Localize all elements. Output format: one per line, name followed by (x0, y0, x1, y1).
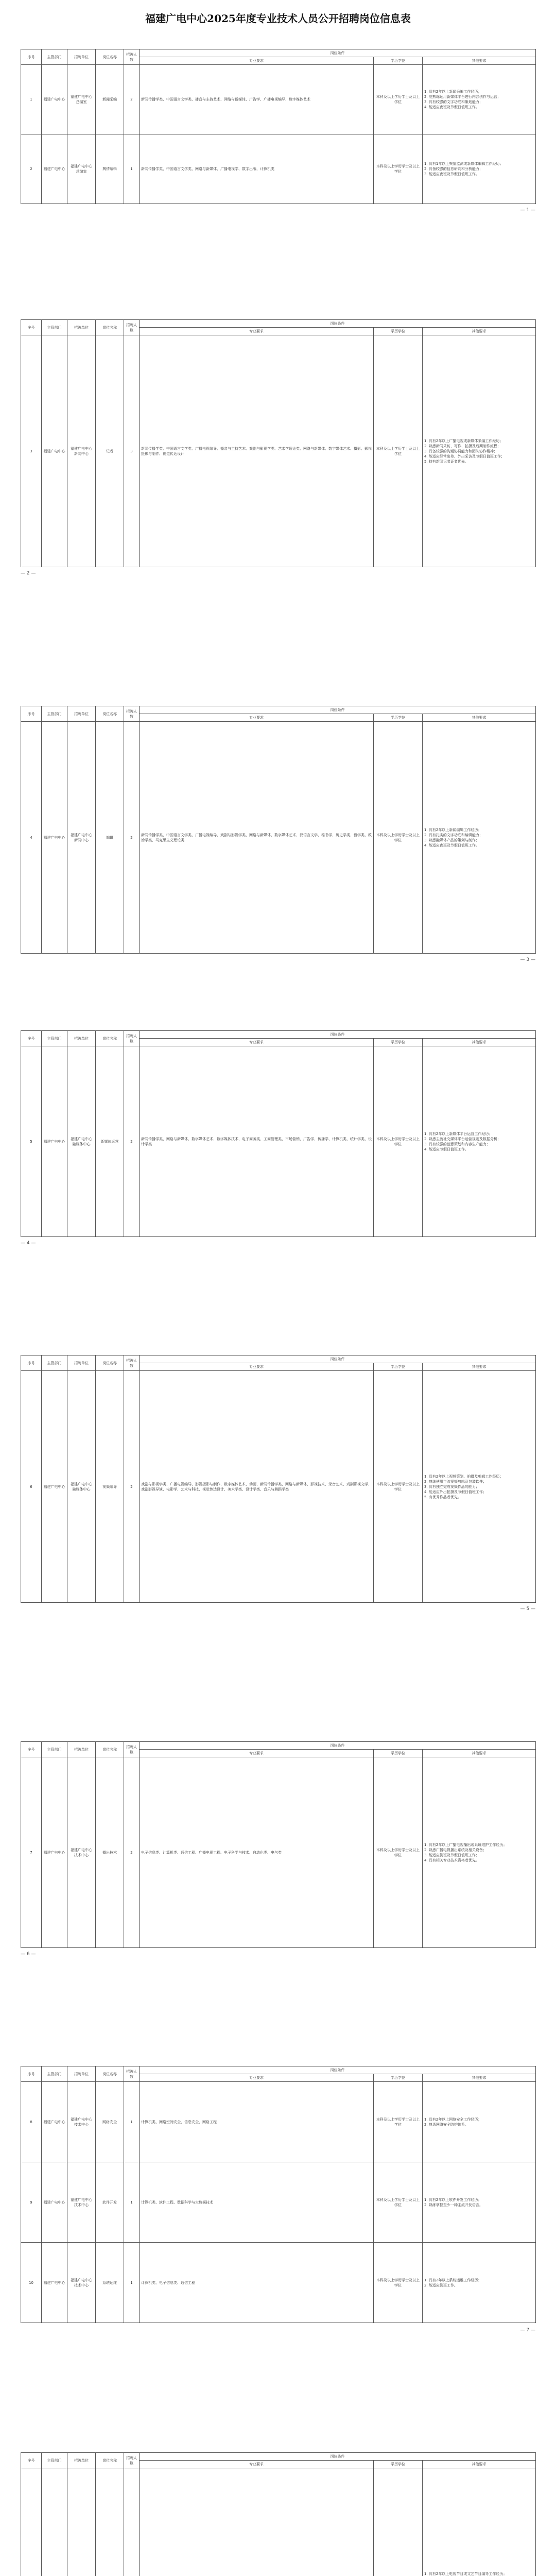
table-row (21, 1757, 536, 1948)
column-header-requirements: 岗位条件 (140, 1742, 536, 1750)
column-header-col-post: 岗位名称 (96, 2453, 124, 2468)
cell-post: 新闻采编 (96, 65, 124, 134)
column-header-col-dept: 主管部门 (42, 49, 67, 65)
header-row (21, 1742, 536, 1750)
column-header-col-unit: 招聘单位 (67, 2453, 96, 2468)
column-header-other: 其他要求 (423, 1750, 536, 1757)
column-header-col-post: 岗位名称 (96, 706, 124, 722)
column-header-requirements: 岗位条件 (140, 320, 536, 328)
table-row (21, 335, 536, 567)
cell-unit: 福建广电中心融媒体中心 (67, 1046, 96, 1237)
cell-no: 4 (21, 722, 42, 954)
document-page (21, 2452, 535, 2576)
cell-major: 计算机类、电子信息类、通信工程 (140, 2243, 374, 2323)
column-header-col-unit: 招聘单位 (67, 1742, 96, 1757)
cell-dept: 福建广电中心 (42, 65, 67, 134)
cell-post: 软件开发 (96, 2162, 124, 2243)
column-header-education: 学历学位 (374, 57, 423, 65)
column-header-col-unit: 招聘单位 (67, 1355, 96, 1371)
cell-education: 本科及以上学历学士及以上学位 (374, 335, 423, 567)
positions-table (21, 1355, 536, 1603)
positions-table (21, 2452, 536, 2576)
cell-unit (67, 2468, 96, 2576)
column-header-col-post: 岗位名称 (96, 320, 124, 335)
cell-major: 新闻传播学类、中国语言文学类、播音与主持艺术、网络与新媒体、广告学、广播电视编导、数字媒体艺术 (140, 65, 374, 134)
page-number: — 3 — (520, 957, 535, 962)
column-header-col-headcount: 招聘人数 (124, 1742, 140, 1757)
cell-dept: 福建广电中心 (42, 1371, 67, 1603)
cell-post: 视频编导 (96, 1371, 124, 1603)
cell-other-requirements: 1. 具有2年以上电视节目或文艺节目编导工作经历； (423, 2468, 536, 2576)
cell-headcount: 2 (124, 1757, 140, 1948)
cell-other-requirements: 1. 具有2年以上软件开发工作经历； 2. 熟练掌握至少一种主流开发语言。 (423, 2162, 536, 2243)
column-header-other: 其他要求 (423, 328, 536, 335)
column-header-other: 其他要求 (423, 714, 536, 722)
column-header-col-no: 序号 (21, 1355, 42, 1371)
column-header-col-post: 岗位名称 (96, 1355, 124, 1371)
column-header-col-dept: 主管部门 (42, 2066, 67, 2082)
cell-other-requirements: 1. 具有2年以上广播电视或新媒体采编工作经历； 2. 熟悉新闻采访、写作、拍摄及后期制作流程； 3. 具备较强的沟通协调能力和团队协作精神； 4. 能适应经常出差、外出采访及节假日值班工作； 5. 持有新闻记者证者优先。 (423, 335, 536, 567)
cell-headcount: 3 (124, 335, 140, 567)
cell-education: 本科及以上学历学士及以上学位 (374, 722, 423, 954)
cell-dept: 福建广电中心 (42, 134, 67, 204)
cell-dept: 福建广电中心 (42, 1046, 67, 1237)
cell-other-requirements: 1. 具有2年以上新闻采编工作经历； 2. 能熟练运用新媒体平台进行内容创作与运营； 3. 具有较强的文字功底和策划能力； 4. 能适应夜班及节假日值班工作。 (423, 65, 536, 134)
cell-other-requirements: 1. 具有2年以上广播电视播出或系统维护工作经历； 2. 熟悉广播电视播出系统及相关设备； 3. 能适应倒班及节假日值班工作； 4. 具有相关专业技术资格者优先。 (423, 1757, 536, 1948)
cell-headcount: 2 (124, 65, 140, 134)
table-row (21, 134, 536, 204)
column-header-col-post: 岗位名称 (96, 49, 124, 65)
page-number: — 7 — (520, 2328, 535, 2333)
positions-table (21, 1030, 536, 1237)
table-row (21, 2082, 536, 2162)
column-header-col-headcount: 招聘人数 (124, 49, 140, 65)
cell-headcount: 1 (124, 2162, 140, 2243)
column-header-col-unit: 招聘单位 (67, 706, 96, 722)
column-header-major: 专业要求 (140, 2074, 374, 2082)
cell-major: 新闻传播学类、中国语言文学类、网络与新媒体、广播电视学、数字出版、计算机类 (140, 134, 374, 204)
column-header-col-unit: 招聘单位 (67, 320, 96, 335)
cell-dept (42, 2468, 67, 2576)
cell-dept: 福建广电中心 (42, 722, 67, 954)
cell-headcount (124, 2468, 140, 2576)
column-header-major: 专业要求 (140, 1363, 374, 1371)
column-header-education: 学历学位 (374, 2074, 423, 2082)
column-header-col-unit: 招聘单位 (67, 49, 96, 65)
cell-unit: 福建广电中心总编室 (67, 134, 96, 204)
cell-headcount: 1 (124, 2243, 140, 2323)
cell-other-requirements: 1. 具有2年以上新闻编辑工作经历； 2. 具有扎实的文字功底和编辑能力； 3. 熟悉融媒体产品的策划与制作； 4. 能适应夜班及节假日值班工作。 (423, 722, 536, 954)
document-page (21, 49, 535, 213)
cell-education (374, 2468, 423, 2576)
cell-no: 7 (21, 1757, 42, 1948)
column-header-major: 专业要求 (140, 714, 374, 722)
positions-table (21, 1741, 536, 1948)
column-header-col-no: 序号 (21, 2453, 42, 2468)
cell-post: 记者 (96, 335, 124, 567)
cell-education: 本科及以上学历学士及以上学位 (374, 2243, 423, 2323)
column-header-col-dept: 主管部门 (42, 1355, 67, 1371)
column-header-col-no: 序号 (21, 2066, 42, 2082)
column-header-col-dept: 主管部门 (42, 2453, 67, 2468)
cell-no: 6 (21, 1371, 42, 1603)
cell-headcount: 2 (124, 722, 140, 954)
cell-unit: 福建广电中心技术中心 (67, 2162, 96, 2243)
cell-major: 电子信息类、计算机类、通信工程、广播电视工程、电子科学与技术、自动化类、电气类 (140, 1757, 374, 1948)
cell-major: 新闻传播学类、中国语言文学类、广播电视编导、戏剧与影视学类、网络与新媒体、数字媒体艺术、汉语言文学、秘书学、历史学类、哲学类、政治学类、马克思主义理论类 (140, 722, 374, 954)
cell-major (140, 2468, 374, 2576)
cell-education: 本科及以上学历学士及以上学位 (374, 1046, 423, 1237)
cell-other-requirements: 1. 具有2年以上视频策划、拍摄及剪辑工作经历； 2. 熟练使用主流视频剪辑及包装软件； 3. 具有独立完成视频作品的能力； 4. 能适应外出拍摄及节假日值班工作； 5. 有优秀作品者优先。 (423, 1371, 536, 1603)
column-header-education: 学历学位 (374, 1039, 423, 1046)
cell-unit: 福建广电中心总编室 (67, 65, 96, 134)
document-page (21, 319, 535, 576)
column-header-major: 专业要求 (140, 1750, 374, 1757)
cell-dept: 福建广电中心 (42, 1757, 67, 1948)
document-page (21, 1355, 535, 1612)
table-row (21, 1046, 536, 1237)
column-header-col-headcount: 招聘人数 (124, 1355, 140, 1371)
cell-unit: 福建广电中心新闻中心 (67, 335, 96, 567)
column-header-requirements: 岗位条件 (140, 1355, 536, 1363)
cell-headcount: 2 (124, 1046, 140, 1237)
cell-education: 本科及以上学历学士及以上学位 (374, 1371, 423, 1603)
column-header-col-unit: 招聘单位 (67, 1031, 96, 1046)
cell-post: 编辑 (96, 722, 124, 954)
column-header-col-dept: 主管部门 (42, 1031, 67, 1046)
cell-no: 3 (21, 335, 42, 567)
cell-major: 计算机类、软件工程、数据科学与大数据技术 (140, 2162, 374, 2243)
column-header-col-no: 序号 (21, 706, 42, 722)
cell-post: 网络安全 (96, 2082, 124, 2162)
cell-dept: 福建广电中心 (42, 2082, 67, 2162)
column-header-col-no: 序号 (21, 320, 42, 335)
cell-education: 本科及以上学历学士及以上学位 (374, 2162, 423, 2243)
positions-table (21, 319, 536, 567)
cell-no: 5 (21, 1046, 42, 1237)
cell-unit: 福建广电中心技术中心 (67, 2082, 96, 2162)
cell-major: 新闻传播学类、网络与新媒体、数字媒体艺术、数字媒体技术、电子商务类、工商管理类、市场营销、广告学、传播学、计算机类、统计学类、设计学类 (140, 1046, 374, 1237)
column-header-other: 其他要求 (423, 2461, 536, 2468)
column-header-col-headcount: 招聘人数 (124, 1031, 140, 1046)
column-header-col-headcount: 招聘人数 (124, 2453, 140, 2468)
column-header-education: 学历学位 (374, 1363, 423, 1371)
header-row (21, 49, 536, 57)
table-row (21, 722, 536, 954)
page-number: — 2 — (21, 571, 36, 576)
column-header-col-headcount: 招聘人数 (124, 320, 140, 335)
cell-major: 计算机类、网络空间安全、信息安全、网络工程 (140, 2082, 374, 2162)
cell-no: 9 (21, 2162, 42, 2243)
cell-no (21, 2468, 42, 2576)
column-header-major: 专业要求 (140, 2461, 374, 2468)
column-header-requirements: 岗位条件 (140, 1031, 536, 1039)
cell-other-requirements: 1. 具有1年以上舆情监测或新媒体编辑工作经历； 2. 具备较强的信息研判和分析能力； 3. 能适应夜班及节假日值班工作。 (423, 134, 536, 204)
cell-other-requirements: 1. 具有2年以上新媒体平台运营工作经历； 2. 熟悉主流社交媒体平台运营规则及数据分析； 3. 具有较强的创意策划和内容生产能力； 4. 能适应节假日值班工作。 (423, 1046, 536, 1237)
positions-table (21, 49, 536, 204)
page-number: — 6 — (21, 1952, 36, 1957)
cell-post (96, 2468, 124, 2576)
cell-post: 播出技术 (96, 1757, 124, 1948)
cell-dept: 福建广电中心 (42, 2243, 67, 2323)
cell-other-requirements: 1. 具有2年以上系统运维工作经历； 2. 能适应倒班工作。 (423, 2243, 536, 2323)
header-row (21, 2453, 536, 2461)
column-header-other: 其他要求 (423, 1363, 536, 1371)
cell-dept: 福建广电中心 (42, 335, 67, 567)
column-header-col-post: 岗位名称 (96, 1031, 124, 1046)
column-header-major: 专业要求 (140, 328, 374, 335)
cell-dept: 福建广电中心 (42, 2162, 67, 2243)
header-row (21, 1355, 536, 1363)
column-header-col-headcount: 招聘人数 (124, 706, 140, 722)
cell-education: 本科及以上学历学士及以上学位 (374, 2082, 423, 2162)
column-header-other: 其他要求 (423, 1039, 536, 1046)
cell-post: 舆情编辑 (96, 134, 124, 204)
page-title: 福建广电中心2025年度专业技术人员公开招聘岗位信息表 (145, 12, 411, 25)
column-header-col-no: 序号 (21, 1742, 42, 1757)
column-header-col-post: 岗位名称 (96, 2066, 124, 2082)
column-header-major: 专业要求 (140, 57, 374, 65)
cell-unit: 福建广电中心新闻中心 (67, 722, 96, 954)
header-row (21, 706, 536, 714)
header-row (21, 1031, 536, 1039)
document-page (21, 2066, 535, 2333)
table-row (21, 65, 536, 134)
cell-education: 本科及以上学历学士及以上学位 (374, 1757, 423, 1948)
column-header-col-no: 序号 (21, 49, 42, 65)
column-header-other: 其他要求 (423, 57, 536, 65)
column-header-col-no: 序号 (21, 1031, 42, 1046)
column-header-requirements: 岗位条件 (140, 2066, 536, 2074)
page-number: — 4 — (21, 1241, 36, 1246)
header-row (21, 2066, 536, 2074)
cell-major: 戏剧与影视学类、广播电视编导、影视摄影与制作、数字媒体艺术、动画、新闻传播学类、网络与新媒体、影视技术、录音艺术、戏剧影视文学、戏剧影视导演、电影学、艺术与科技、视觉传达设计、美术学类、设计学类、音乐与舞蹈学类 (140, 1371, 374, 1603)
cell-education: 本科及以上学历学士及以上学位 (374, 65, 423, 134)
column-header-col-headcount: 招聘人数 (124, 2066, 140, 2082)
column-header-other: 其他要求 (423, 2074, 536, 2082)
cell-no: 1 (21, 65, 42, 134)
column-header-col-dept: 主管部门 (42, 1742, 67, 1757)
cell-headcount: 1 (124, 2082, 140, 2162)
cell-no: 10 (21, 2243, 42, 2323)
cell-unit: 福建广电中心技术中心 (67, 1757, 96, 1948)
column-header-col-post: 岗位名称 (96, 1742, 124, 1757)
cell-no: 2 (21, 134, 42, 204)
document-page (21, 1030, 535, 1246)
column-header-education: 学历学位 (374, 714, 423, 722)
table-row (21, 2243, 536, 2323)
page-number: — 1 — (520, 208, 535, 213)
document-page (21, 706, 535, 962)
table-row (21, 2162, 536, 2243)
cell-headcount: 2 (124, 1371, 140, 1603)
column-header-education: 学历学位 (374, 328, 423, 335)
table-row (21, 2468, 536, 2576)
table-row (21, 1371, 536, 1603)
column-header-col-unit: 招聘单位 (67, 2066, 96, 2082)
header-row (21, 320, 536, 328)
column-header-education: 学历学位 (374, 2461, 423, 2468)
column-header-requirements: 岗位条件 (140, 706, 536, 714)
positions-table (21, 2066, 536, 2323)
positions-table (21, 706, 536, 954)
column-header-col-dept: 主管部门 (42, 320, 67, 335)
cell-unit: 福建广电中心技术中心 (67, 2243, 96, 2323)
column-header-col-dept: 主管部门 (42, 706, 67, 722)
cell-no: 8 (21, 2082, 42, 2162)
document-page (21, 1741, 535, 1957)
column-header-major: 专业要求 (140, 1039, 374, 1046)
cell-post: 新媒体运营 (96, 1046, 124, 1237)
cell-headcount: 1 (124, 134, 140, 204)
cell-major: 新闻传播学类、中国语言文学类、广播电视编导、播音与主持艺术、戏剧与影视学类、艺术学理论类、网络与新媒体、数字媒体艺术、摄影、影视摄影与制作、视觉传达设计 (140, 335, 374, 567)
column-header-requirements: 岗位条件 (140, 2453, 536, 2461)
cell-unit: 福建广电中心融媒体中心 (67, 1371, 96, 1603)
page-number: — 5 — (520, 1606, 535, 1612)
column-header-education: 学历学位 (374, 1750, 423, 1757)
column-header-requirements: 岗位条件 (140, 49, 536, 57)
cell-other-requirements: 1. 具有2年以上网络安全工作经历； 2. 熟悉网络安全防护体系。 (423, 2082, 536, 2162)
cell-post: 系统运维 (96, 2243, 124, 2323)
cell-education: 本科及以上学历学士及以上学位 (374, 134, 423, 204)
